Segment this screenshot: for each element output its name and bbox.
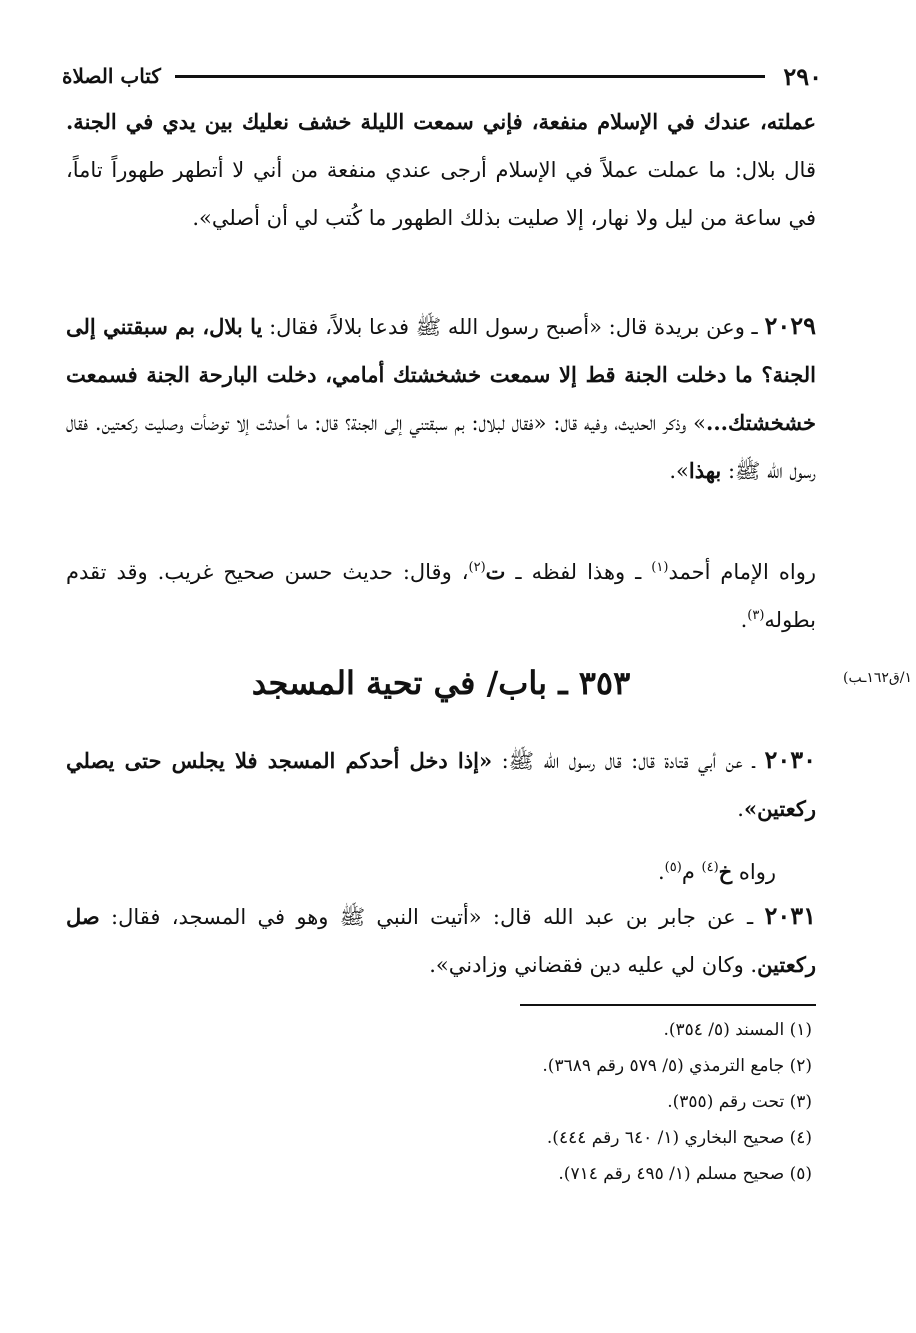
footnote: (١) المسند (٥/ ٣٥٤). xyxy=(663,1020,812,1040)
footnote-divider xyxy=(520,1004,816,1006)
text: ـ عن أبي قتادة قال: قال رسول الله ﷺ: xyxy=(492,749,765,773)
bold-text: يا بلال، بم سبقتني إلى الجنة؟ ما دخلت الجنة قط إلا سمعت خشخشتك أمامي، دخلت البارحة الجنة فسمعت خشخشتك... xyxy=(66,314,816,435)
bold-text: بهذا xyxy=(688,458,722,483)
hadith-number: ٢٠٣١ xyxy=(764,901,816,930)
chapter-heading: ٣٥٣ ـ باب/ في تحية المسجد xyxy=(251,664,631,702)
text: رواه الإمام أحمد xyxy=(668,560,816,584)
footnote-ref: (٢) xyxy=(468,560,486,575)
margin-note: ١/ق١٦٢ـب) xyxy=(843,670,912,686)
footnote-ref: (٤) xyxy=(701,860,719,875)
narration-2030 xyxy=(66,848,816,896)
footnote: (٣) تحت رقم (٣٥٥). xyxy=(667,1092,812,1112)
text: » وذكر الحديث، وفيه قال: «فقال لبلال: بم سبقتني إلى الجنة؟ قال: ما أحدثت إلا توضأت وصليت ركعتين. فقال رسول الله ﷺ: xyxy=(66,411,816,483)
text: ، وقال: حديث حسن صحيح غريب. وقد تقدم بطوله xyxy=(66,560,816,632)
text: . وكان لي عليه دين فقضاني وزادني». xyxy=(429,953,758,977)
text: قال بلال: ما عملت عملاً في الإسلام أرجى عندي منفعة من أني لا أتطهر طهوراً تاماً، في ساعة من ليل ولا نهار، إلا صليت بذلك الطهور ما كُتب لي أن أصلي». xyxy=(66,158,816,230)
text: رواه xyxy=(732,860,776,884)
page-header xyxy=(62,56,822,96)
footnote: (٢) جامع الترمذي (٥/ ٥٧٩ رقم ٣٦٨٩). xyxy=(542,1056,812,1076)
footnote: (٥) صحيح مسلم (١/ ٤٩٥ رقم ٧١٤). xyxy=(558,1164,812,1184)
hadith-number: ٢٠٣٠ xyxy=(764,745,816,774)
bold-text: عملته، عندك في الإسلام منفعة، فإني سمعت الليلة خشف نعليك بين يدي في الجنة. xyxy=(66,109,816,134)
footnote: (٤) صحيح البخاري (١/ ٦٤٠ رقم ٤٤٤). xyxy=(546,1128,812,1148)
bold-text: صل ركعتين xyxy=(66,904,816,977)
footnote-ref: (١) xyxy=(651,560,669,575)
header-rule xyxy=(175,75,765,78)
hadith-2030 xyxy=(66,736,816,833)
bold-text: خ xyxy=(718,859,733,884)
footnote-ref: (٥) xyxy=(664,860,682,875)
bold-text: «إذا دخل أحدكم المسجد فلا يجلس حتى يصلي ركعتين» xyxy=(66,748,816,821)
narration-note xyxy=(66,548,816,644)
hadith-2031 xyxy=(66,892,816,989)
paragraph-continuation xyxy=(66,98,816,242)
text: . xyxy=(657,860,665,884)
footnotes xyxy=(66,1012,812,1192)
text: ـ عن جابر بن عبد الله قال: «أتيت النبي ﷺ وهو في المسجد، فقال: xyxy=(99,905,765,929)
text: ـ وعن بريدة قال: «أصبح رسول الله ﷺ فدعا بلالاً، فقال: xyxy=(262,315,765,339)
text: ». xyxy=(669,459,689,483)
text: م xyxy=(681,860,702,884)
page-number: ٢٩٠ xyxy=(783,61,822,91)
hadith-number: ٢٠٢٩ xyxy=(764,311,816,340)
bold-text: ت xyxy=(485,559,506,584)
footnote-ref: (٣) xyxy=(747,608,765,623)
book-title: كتاب الصلاة xyxy=(62,64,161,88)
text: . xyxy=(737,797,744,821)
text: . xyxy=(740,608,748,632)
text: ـ وهذا لفظه ـ xyxy=(505,560,652,584)
hadith-2029 xyxy=(66,302,816,495)
